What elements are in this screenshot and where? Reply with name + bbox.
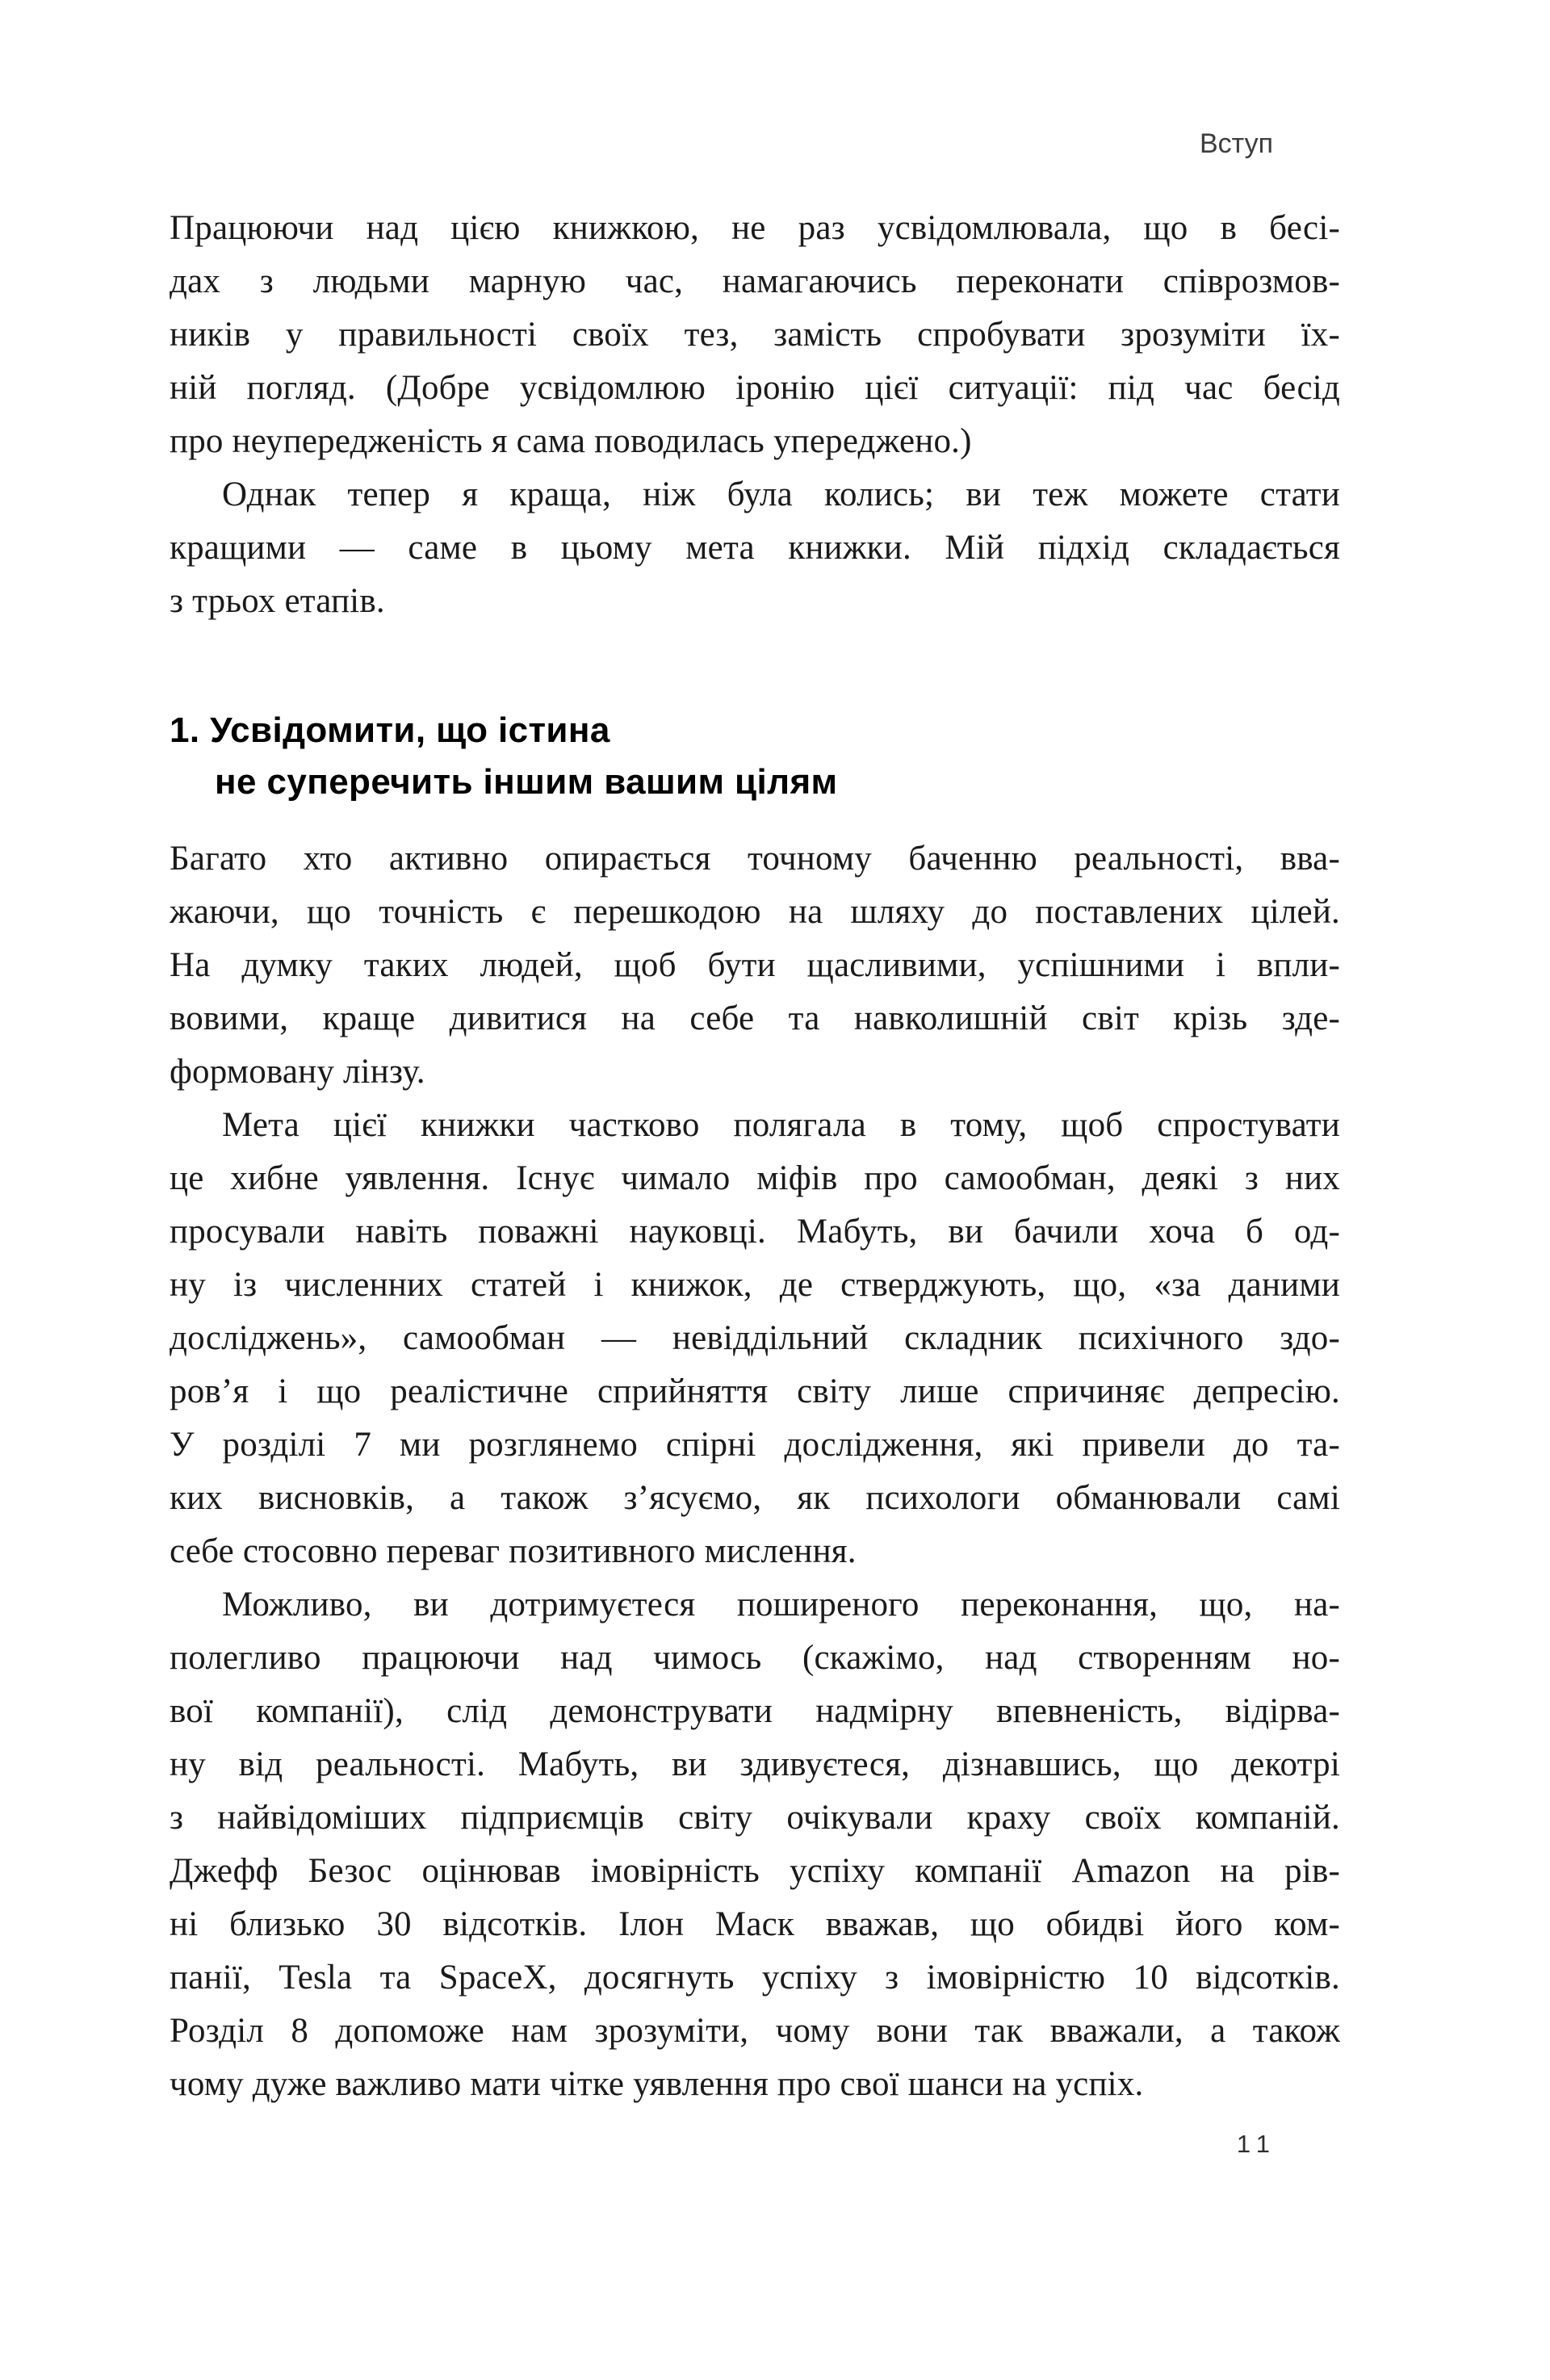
text-line: Джефф Безос оцінював імовірність успіху компанії Amazon на рів- bbox=[170, 1852, 1340, 1890]
text-line: Мета цієї книжки частково полягала в тому, щоб спростувати bbox=[222, 1106, 1340, 1144]
running-header-label: Вступ bbox=[1199, 128, 1273, 159]
text-line: з трьох етапів. bbox=[170, 582, 385, 620]
text-line: ні близько 30 відсотків. Ілон Маск вважав, що обидві його ком- bbox=[170, 1905, 1340, 1943]
text-line: ров’я і що реалістичне сприйняття світу лише спричиняє депресію. bbox=[170, 1372, 1340, 1410]
section-heading bbox=[170, 705, 1340, 808]
text-line: ких висновків, а також з’ясуємо, як психологи обманювали самі bbox=[170, 1479, 1340, 1517]
body-text bbox=[170, 202, 1340, 2111]
text-line: ній погляд. (Добре усвідомлюю іронію цієї ситуації: під час бесід bbox=[170, 369, 1340, 407]
text-line: полегливо працюючи над чимось (скажімо, над створенням но- bbox=[170, 1639, 1340, 1677]
section-heading-line: 1. Усвідомити, що істина bbox=[170, 710, 610, 750]
text-line: кращими — саме в цьому мета книжки. Мій підхід складається bbox=[170, 529, 1340, 567]
text-line: вовими, краще дивитися на себе та навколишній світ крізь зде- bbox=[170, 999, 1340, 1037]
text-line: просували навіть поважні науковці. Мабуть, ви бачили хоча б од- bbox=[170, 1213, 1340, 1251]
text-line: про неупередженість я сама поводилась упереджено.) bbox=[170, 422, 972, 460]
paragraph bbox=[170, 202, 1340, 468]
text-line: Можливо, ви дотримуєтеся поширеного переконання, що, на- bbox=[222, 1586, 1340, 1624]
running-header bbox=[1200, 128, 1273, 160]
text-line: Однак тепер я краща, ніж була колись; ви теж можете стати bbox=[222, 476, 1340, 513]
paragraph bbox=[170, 1099, 1340, 1578]
text-line: себе стосовно переваг позитивного мислення. bbox=[170, 1532, 857, 1570]
paragraph bbox=[170, 468, 1340, 628]
paragraph bbox=[170, 1578, 1340, 2111]
text-line: жаючи, що точність є перешкодою на шляху до поставлених цілей. bbox=[170, 893, 1340, 931]
text-line: ну із численних статей і книжок, де стверджують, що, «за даними bbox=[170, 1266, 1340, 1304]
text-line: це хибне уявлення. Існує чимало міфів про самообман, деякі з них bbox=[170, 1159, 1340, 1197]
text-line: На думку таких людей, щоб бути щасливими, успішними і впли- bbox=[170, 946, 1340, 984]
text-line: досліджень», самообман — невіддільний складник психічного здо- bbox=[170, 1319, 1340, 1357]
section-heading-line: не суперечить іншим вашим цілям bbox=[215, 762, 838, 802]
text-line: Розділ 8 допоможе нам зрозуміти, чому вони так вважали, а також bbox=[170, 2012, 1340, 2050]
text-line: Працюючи над цією книжкою, не раз усвідомлювала, що в бесі- bbox=[170, 209, 1340, 247]
text-line: чому дуже важливо мати чітке уявлення про свої шанси на успіх. bbox=[170, 2065, 1144, 2103]
text-line: формовану лінзу. bbox=[170, 1053, 425, 1091]
text-line: У розділі 7 ми розглянемо спірні дослідження, які привели до та- bbox=[170, 1426, 1340, 1464]
text-line: Багато хто активно опирається точному баченню реальності, вва- bbox=[170, 840, 1340, 878]
text-line: ників у правильності своїх тез, замість спробувати зрозуміти їх- bbox=[170, 316, 1340, 354]
text-line: панії, Tesla та SpaceX, досягнуть успіху з імовірністю 10 відсотків. bbox=[170, 1959, 1340, 1997]
paragraph bbox=[170, 832, 1340, 1099]
page-number: 11 bbox=[1236, 2130, 1277, 2158]
text-line: вої компанії), слід демонструвати надмірну впевненість, відірва- bbox=[170, 1692, 1340, 1730]
text-line: ну від реальності. Мабуть, ви здивуєтеся, дізнавшись, що декотрі bbox=[170, 1745, 1340, 1783]
text-line: з найвідоміших підприємців світу очікували краху своїх компаній. bbox=[170, 1799, 1340, 1837]
text-line: дах з людьми марную час, намагаючись переконати співрозмов- bbox=[170, 262, 1340, 300]
